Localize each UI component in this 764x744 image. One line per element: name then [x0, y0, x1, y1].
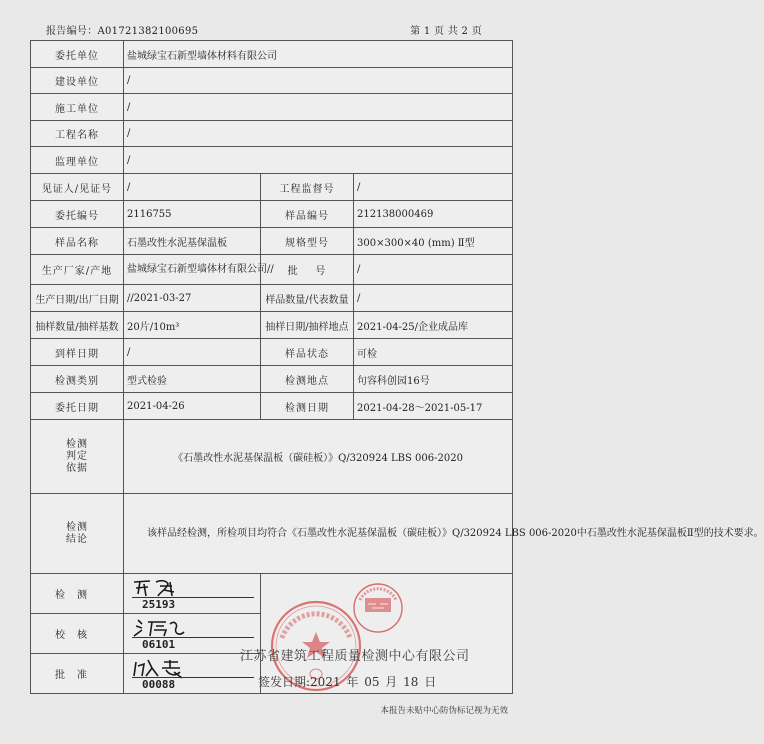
supervisor-label: 监理单位 — [31, 147, 124, 174]
basis-text: 《石墨改性水泥基保温板（碳硅板）》Q/320924 LBS 006-2020 — [124, 420, 513, 494]
project-value: / — [124, 121, 513, 147]
basis-label-2: 判定 — [66, 450, 88, 462]
tester-id: 25193 — [142, 598, 176, 611]
location-value: 句容科创园16号 — [354, 366, 513, 393]
report-number-label: 报告编号： — [46, 26, 98, 37]
eng-supervision-label: 工程监督号 — [261, 174, 354, 201]
basis-label-3: 依据 — [66, 462, 88, 474]
conclusion-label-2: 结论 — [66, 533, 88, 545]
state-label: 样品状态 — [261, 339, 354, 366]
sampling-qty-value: 20片/10m³ — [124, 312, 261, 339]
type-value: 型式检验 — [124, 366, 261, 393]
sample-name-value: 石墨改性水泥基保温板 — [124, 228, 261, 255]
report-table — [30, 40, 764, 694]
builder-label: 施工单位 — [31, 94, 124, 121]
construction-value: / — [124, 68, 513, 94]
commission-date-label: 委托日期 — [31, 393, 124, 420]
sample-name-label: 样品名称 — [31, 228, 124, 255]
basis-label-1: 检测 — [66, 438, 88, 450]
witness-value: / — [124, 174, 261, 201]
arrival-label: 到样日期 — [31, 339, 124, 366]
state-value: 可检 — [354, 339, 513, 366]
eng-supervision-value: / — [354, 174, 513, 201]
maker-value: 盐城绿宝石新型墙体材有限公司// — [124, 255, 261, 285]
prod-date-label: 生产日期/出厂日期 — [31, 285, 124, 312]
commission-no-value: 2116755 — [124, 201, 261, 228]
organization-name: 江苏省建筑工程质量检测中心有限公司 — [240, 649, 470, 664]
prod-date-value: //2021-03-27 — [124, 285, 261, 312]
test-date-label: 检测日期 — [261, 393, 354, 420]
conclusion-text — [124, 494, 764, 574]
project-label: 工程名称 — [31, 121, 124, 147]
report-number-value: A01721382100695 — [97, 26, 199, 37]
basis-label — [31, 420, 124, 494]
client-label: 委托单位 — [31, 41, 124, 68]
batch-label: 批 号 — [261, 255, 354, 285]
qty-value: / — [354, 285, 513, 312]
spec-label: 规格型号 — [261, 228, 354, 255]
location-label: 检测地点 — [261, 366, 354, 393]
commission-no-label: 委托编号 — [31, 201, 124, 228]
batch-value: / — [354, 255, 513, 285]
approver-id: 00088 — [142, 678, 176, 691]
construction-label: 建设单位 — [31, 68, 124, 94]
builder-value: / — [124, 94, 513, 121]
page-info: 第 1 页 共 2 页 — [410, 26, 482, 37]
sampling-date-label: 抽样日期/抽样地点 — [261, 312, 354, 339]
footer-note: 本报告未贴中心防伪标记视为无效 — [380, 706, 508, 716]
issue-date: 签发日期:2021 年 05 月 18 日 — [258, 675, 437, 689]
sample-no-label: 样品编号 — [261, 201, 354, 228]
spec-value: 300×300×40 (mm) Ⅱ型 — [354, 228, 513, 255]
commission-date-value: 2021-04-26 — [124, 393, 261, 420]
conclusion-label — [31, 494, 124, 574]
tester-signature-cell — [124, 574, 261, 614]
conclusion-paragraph: 该样品经检测，所检项目均符合《石墨改性水泥基保温板（碳硅板）》Q/320924 LBS 006-2020中石墨改性水泥基保温板Ⅱ型的技术要求。 — [147, 527, 764, 539]
client-value: 盐城绿宝石新型墙体材料有限公司 — [124, 41, 513, 68]
conclusion-label-1: 检测 — [66, 521, 88, 533]
sampling-date-value: 2021-04-25/企业成品库 — [354, 312, 513, 339]
accreditation-seal-icon — [352, 582, 404, 634]
approver-label: 批准 — [31, 654, 124, 694]
checker-id: 06101 — [142, 638, 176, 651]
test-date-value: 2021-04-28～2021-05-17 — [354, 393, 513, 420]
maker-label: 生产厂家/产地 — [31, 255, 124, 285]
checker-label: 校核 — [31, 614, 124, 654]
supervisor-value: / — [124, 147, 513, 174]
sample-no-value: 212138000469 — [354, 201, 513, 228]
qty-label: 样品数量/代表数量 — [261, 285, 354, 312]
report-number — [46, 22, 198, 37]
witness-label: 见证人/见证号 — [31, 174, 124, 201]
sampling-qty-label: 抽样数量/抽样基数 — [31, 312, 124, 339]
tester-label: 检测 — [31, 574, 124, 614]
arrival-value: / — [124, 339, 261, 366]
type-label: 检测类别 — [31, 366, 124, 393]
